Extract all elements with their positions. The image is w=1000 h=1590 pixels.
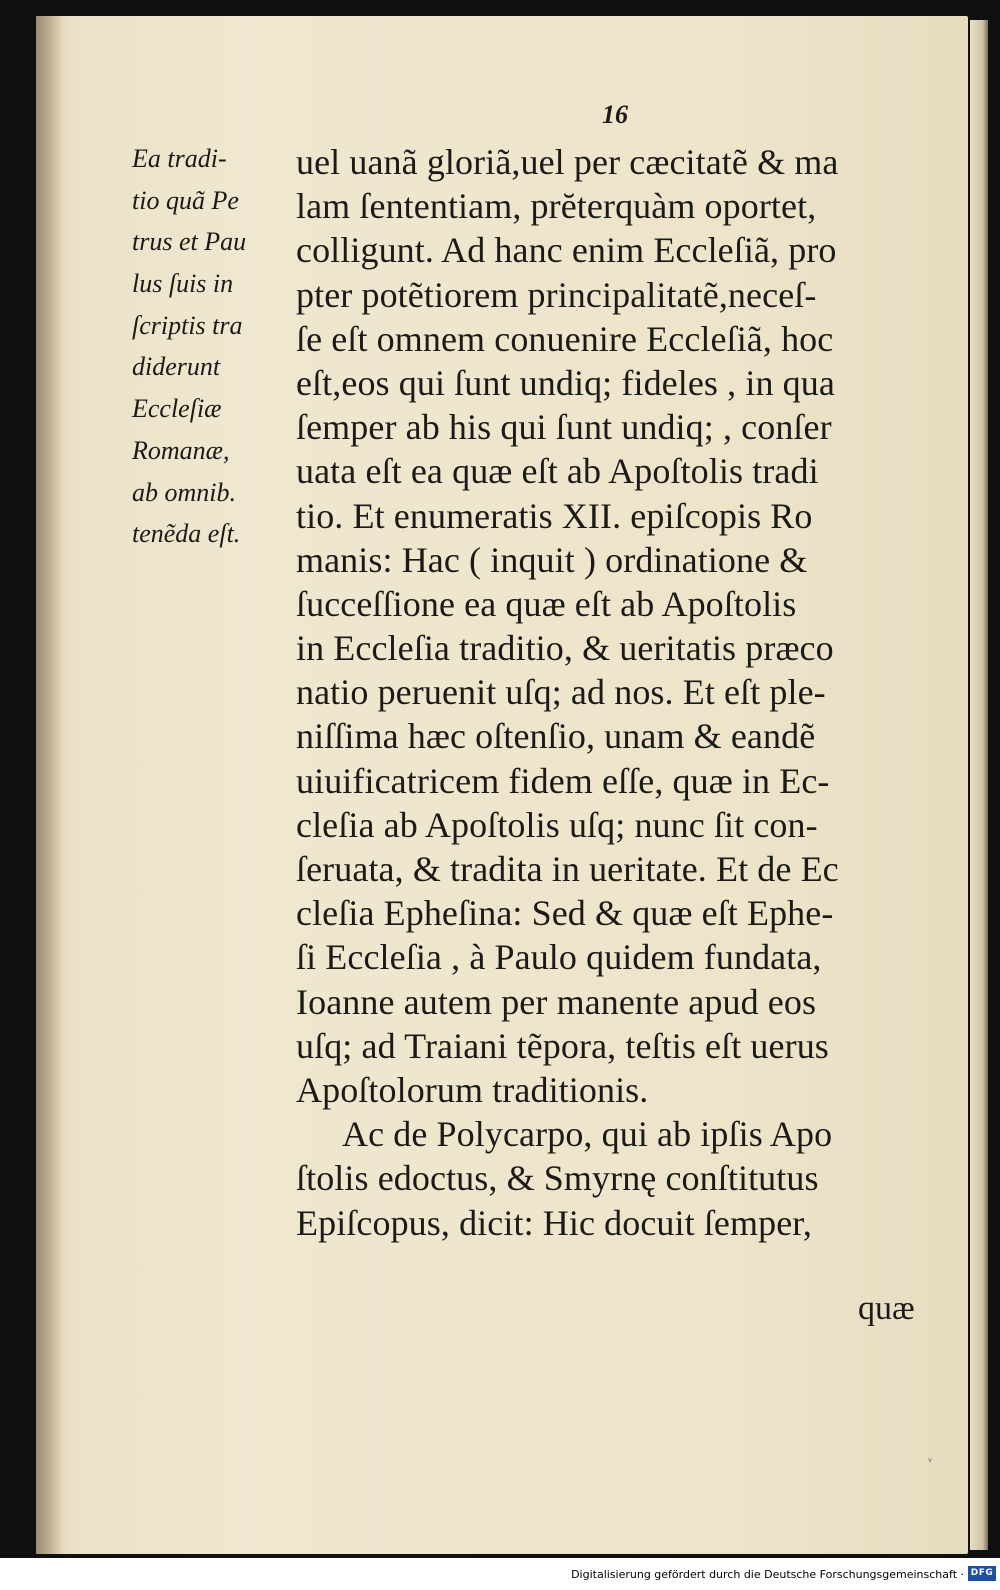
text-line: uel uanã gloriã,uel per cæcitatẽ & ma [296,142,839,182]
marginal-note-line: diderunt [132,352,221,382]
text-line: natio peruenit uſq; ad nos. Et eſt ple- [296,672,826,713]
marginal-note-line: ab omnib. [132,477,236,507]
marginal-note-line: Ea tradi- [132,144,227,173]
text-line: Ioanne autem per manente apud eos [296,981,817,1022]
text-line: uſq; ad Traiani tẽpora, teſtis eſt uerus [296,1025,829,1066]
marginal-note-line: tenẽda eſt. [132,519,241,549]
text-line: Apoſtolorum traditionis. [296,1069,649,1110]
text-line: eſt,eos qui ſunt undiq; fideles , in qua [296,362,835,403]
text-line: tio. Et enumeratis XII. epiſcopis Ro [296,495,813,536]
page-number: 16 [602,100,628,129]
text-line: ſeruata, & tradita in ueritate. Et de Ec [296,849,839,889]
text-line: cleſia ab Apoſtolis uſq; nunc ſit con- [296,804,818,845]
stray-mark: ᵥ [928,1450,933,1465]
text-line: Epiſcopus, dicit: Hic docuit ſemper, [296,1202,813,1243]
text-line: niſſima hæc oſtenſio, unam & eandẽ [296,716,816,757]
marginal-note-line: tio quã Pe [132,185,239,215]
catchword: quæ [858,1290,915,1327]
marginal-note-line: lus ſuis in [132,269,234,299]
marginal-note [132,138,292,555]
marginal-note-line: Romanæ, [132,435,230,465]
marginal-note-line: Eccleſiæ [132,394,222,424]
text-line: ſemper ab his qui ſunt undiq; , conſer [296,407,832,448]
text-line: manis: Hac ( inquit ) ordinatione & [296,539,808,580]
text-line: pter potẽtiorem principalitatẽ,neceſ- [296,274,817,315]
text-line: uiuificatricem fidem eſſe, quæ in Ec- [296,760,830,801]
body-text [296,140,946,1245]
page-gutter [36,16,62,1554]
text-line: ſtolis edoctus, & Smyrnę conſtitutus [296,1158,819,1199]
text-line: cleſia Epheſina: Sed & quæ eſt Ephe- [296,893,834,934]
text-line: ſe eſt omnem conuenire Eccleſiã, hoc [296,318,834,359]
text-line: uata eſt ea quæ eſt ab Apoſtolis tradi [296,451,819,492]
digitization-credit: Digitalisierung gefördert durch die Deutsche Forschungsgemeinschaft · [571,1568,964,1581]
dfg-logo: DFG [968,1566,996,1581]
text-line: ſi Eccleſia , à Paulo quidem fundata, [296,937,822,978]
text-line: in Eccleſia traditio, & ueritatis præco [296,628,834,669]
text-line: colligunt. Ad hanc enim Eccleſiã, pro [296,230,837,271]
marginal-note-line: ſcriptis tra [132,310,243,340]
marginal-note-line: trus et Pau [132,227,247,257]
text-line: lam ſententiam, prĕterquàm oportet, [296,186,817,227]
text-line: ſucceſſione ea quæ eſt ab Apoſtolis [296,583,797,624]
page-edge [970,20,988,1550]
text-line: Ac de Polycarpo, qui ab ipſis Apo [342,1114,833,1155]
